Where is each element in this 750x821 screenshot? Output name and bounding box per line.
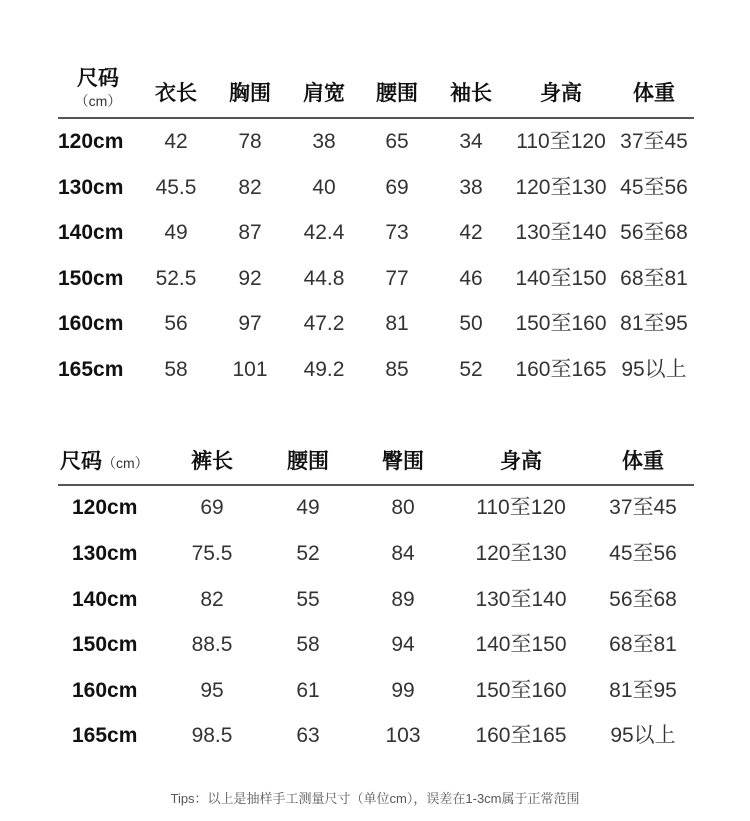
table-cell: 61 <box>296 679 320 702</box>
size-label: 120cm <box>72 496 138 519</box>
table-cell: 84 <box>391 542 415 565</box>
table-cell: 68至81 <box>620 267 688 290</box>
table-cell: 95以上 <box>621 358 687 381</box>
table-row <box>58 488 694 528</box>
table-cell: 160至165 <box>515 358 607 381</box>
size-label: 140cm <box>72 588 138 611</box>
table-cell: 69 <box>385 176 409 199</box>
table-cell: 140至150 <box>475 633 567 656</box>
table-cell: 47.2 <box>303 312 345 335</box>
table-cell: 55 <box>296 588 320 611</box>
table-row <box>58 625 694 665</box>
top-header-divider <box>58 117 694 119</box>
table-row <box>58 580 694 620</box>
table-cell: 81至95 <box>609 679 677 702</box>
top-header-cell: 体重 <box>633 82 675 105</box>
table-cell: 63 <box>296 724 320 747</box>
bottom-header-cell: 腰围 <box>287 450 329 473</box>
table-cell: 130至140 <box>475 588 567 611</box>
table-cell: 160至165 <box>475 724 567 747</box>
bottom-size-header <box>60 442 170 482</box>
table-cell: 42 <box>459 221 483 244</box>
table-cell: 120至130 <box>475 542 567 565</box>
table-cell: 82 <box>200 588 224 611</box>
table-cell: 81 <box>385 312 409 335</box>
table-cell: 40 <box>312 176 336 199</box>
table-cell: 88.5 <box>191 633 233 656</box>
table-cell: 69 <box>200 496 224 519</box>
table-cell: 52 <box>296 542 320 565</box>
table-cell: 37至45 <box>620 130 688 153</box>
table-cell: 120至130 <box>515 176 607 199</box>
size-label: 165cm <box>58 358 124 381</box>
table-cell: 95 <box>200 679 224 702</box>
table-cell: 101 <box>232 358 268 381</box>
table-cell: 97 <box>238 312 262 335</box>
bottom-size-table <box>58 440 694 760</box>
top-header-row <box>58 74 694 114</box>
table-cell: 150至160 <box>475 679 567 702</box>
table-cell: 68至81 <box>609 633 677 656</box>
size-label: 150cm <box>72 633 138 656</box>
top-size-table <box>58 64 694 394</box>
table-cell: 75.5 <box>191 542 233 565</box>
size-label: 160cm <box>58 312 124 335</box>
bottom-header-cell: 体重 <box>622 450 664 473</box>
top-size-header-label: 尺码 <box>77 67 119 90</box>
table-cell: 150至160 <box>515 312 607 335</box>
table-cell: 49 <box>296 496 320 519</box>
table-cell: 44.8 <box>303 267 345 290</box>
top-header-cell: 腰围 <box>376 82 418 105</box>
bottom-header-row <box>58 442 694 482</box>
table-cell: 77 <box>385 267 409 290</box>
table-row <box>58 671 694 711</box>
table-cell: 78 <box>238 130 262 153</box>
table-cell: 50 <box>459 312 483 335</box>
bottom-header-cell: 裤长 <box>191 450 233 473</box>
table-cell: 92 <box>238 267 262 290</box>
table-row <box>58 259 694 299</box>
table-row <box>58 350 694 390</box>
table-cell: 85 <box>385 358 409 381</box>
table-cell: 89 <box>391 588 415 611</box>
bottom-header-cell: 身高 <box>500 450 542 473</box>
table-cell: 94 <box>391 633 415 656</box>
size-label: 140cm <box>58 221 124 244</box>
table-cell: 73 <box>385 221 409 244</box>
top-header-cell: 袖长 <box>450 82 492 105</box>
bottom-header-cell: 臀围 <box>382 450 424 473</box>
size-label: 150cm <box>58 267 124 290</box>
size-label: 130cm <box>72 542 138 565</box>
table-cell: 110至120 <box>516 130 606 153</box>
table-cell: 56至68 <box>620 221 688 244</box>
table-cell: 46 <box>459 267 483 290</box>
table-cell: 130至140 <box>515 221 607 244</box>
bottom-size-header-label: 尺码 <box>60 450 102 473</box>
table-cell: 45.5 <box>155 176 197 199</box>
bottom-size-header-unit: （cm） <box>102 455 149 471</box>
table-cell: 82 <box>238 176 262 199</box>
table-cell: 38 <box>312 130 336 153</box>
bottom-header-divider <box>58 484 694 486</box>
table-cell: 42.4 <box>303 221 345 244</box>
top-header-cell: 身高 <box>540 82 582 105</box>
table-cell: 81至95 <box>620 312 688 335</box>
top-size-header-unit: （cm） <box>74 93 122 109</box>
table-cell: 65 <box>385 130 409 153</box>
table-cell: 37至45 <box>609 496 677 519</box>
table-row <box>58 122 694 162</box>
table-cell: 49.2 <box>303 358 345 381</box>
size-label: 120cm <box>58 130 124 153</box>
table-cell: 34 <box>459 130 483 153</box>
table-cell: 58 <box>164 358 188 381</box>
table-cell: 103 <box>385 724 421 747</box>
top-header-cell: 胸围 <box>229 82 271 105</box>
size-label: 160cm <box>72 679 138 702</box>
table-cell: 52.5 <box>155 267 197 290</box>
table-cell: 95以上 <box>610 724 676 747</box>
table-cell: 45至56 <box>609 542 677 565</box>
table-cell: 52 <box>459 358 483 381</box>
size-label: 130cm <box>58 176 124 199</box>
table-cell: 38 <box>459 176 483 199</box>
table-row <box>58 213 694 253</box>
top-header-cell: 衣长 <box>155 82 197 105</box>
table-cell: 56至68 <box>609 588 677 611</box>
table-row <box>58 716 694 756</box>
table-cell: 110至120 <box>476 496 566 519</box>
table-cell: 45至56 <box>620 176 688 199</box>
table-cell: 99 <box>391 679 415 702</box>
table-row <box>58 304 694 344</box>
table-cell: 140至150 <box>515 267 607 290</box>
table-row <box>58 534 694 574</box>
size-label: 165cm <box>72 724 138 747</box>
table-cell: 58 <box>296 633 320 656</box>
table-cell: 87 <box>238 221 262 244</box>
table-cell: 42 <box>164 130 188 153</box>
table-cell: 49 <box>164 221 188 244</box>
table-cell: 98.5 <box>191 724 233 747</box>
top-header-cell: 肩宽 <box>303 82 345 105</box>
table-cell: 56 <box>164 312 188 335</box>
table-cell: 80 <box>391 496 415 519</box>
table-row <box>58 168 694 208</box>
tips-note: Tips：以上是抽样手工测量尺寸（单位cm），误差在1-3cm属于正常范围 <box>170 791 580 806</box>
